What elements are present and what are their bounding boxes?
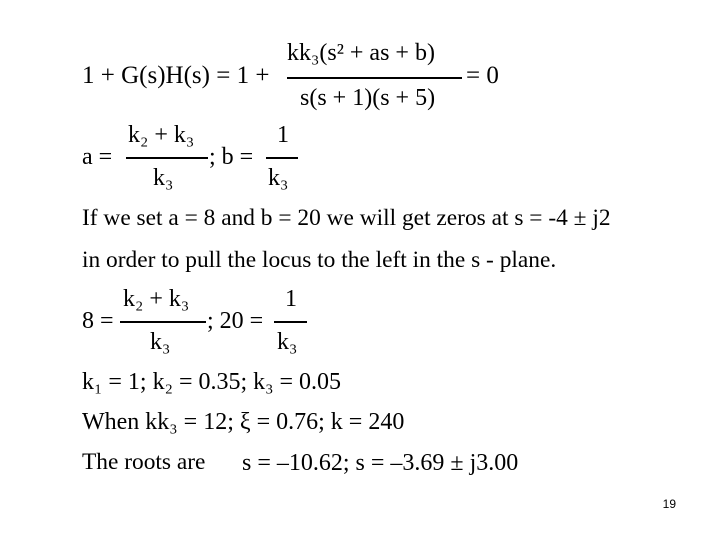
- roots-label: The roots are: [82, 449, 206, 475]
- text-line-locus: in order to pull the locus to the left in the s - plane.: [82, 247, 557, 273]
- eq2-a-lhs: a =: [82, 144, 113, 170]
- eq3-fraction-bar: [120, 321, 206, 323]
- eq1-rhs: = 0: [466, 62, 499, 89]
- eq3-numerator-2: 1: [285, 286, 297, 312]
- eq2-b-denominator: k₃: [268, 165, 289, 191]
- text-line-zeros: If we set a = 8 and b = 20 we will get zeros at s = -4 ± j2: [82, 205, 611, 231]
- k-values-line: k₁ = 1; k₂ = 0.35; k₃ = 0.05: [82, 369, 342, 395]
- eq2-b-fraction-bar: [266, 157, 298, 159]
- eq2-b-lhs: ; b =: [209, 144, 254, 170]
- eq2-a-numerator: k₂ + k₃: [128, 122, 195, 148]
- eq1-denominator: s(s + 1)(s + 5): [300, 85, 436, 111]
- eq3-denominator: k₃: [150, 329, 171, 355]
- roots-value: s = –10.62; s = –3.69 ± j3.00: [242, 450, 519, 476]
- eq3-fraction-bar-2: [274, 321, 307, 323]
- eq2-b-numerator: 1: [277, 122, 289, 148]
- eq3-numerator: k₂ + k₃: [123, 286, 190, 312]
- page-number: 19: [662, 497, 676, 511]
- eq1-fraction-bar: [287, 77, 462, 79]
- eq3-denominator-2: k₃: [277, 329, 298, 355]
- eq2-a-fraction-bar: [126, 157, 208, 159]
- eq3-mid: ; 20 =: [207, 308, 264, 334]
- eq1-lhs: 1 + G(s)H(s) = 1 +: [82, 62, 270, 89]
- when-line: When kk₃ = 12; ξ = 0.76; k = 240: [82, 409, 405, 435]
- eq1-numerator: kk₃(s² + as + b): [287, 40, 435, 66]
- eq3-lhs: 8 =: [82, 308, 114, 334]
- eq2-a-denominator: k₃: [153, 165, 174, 191]
